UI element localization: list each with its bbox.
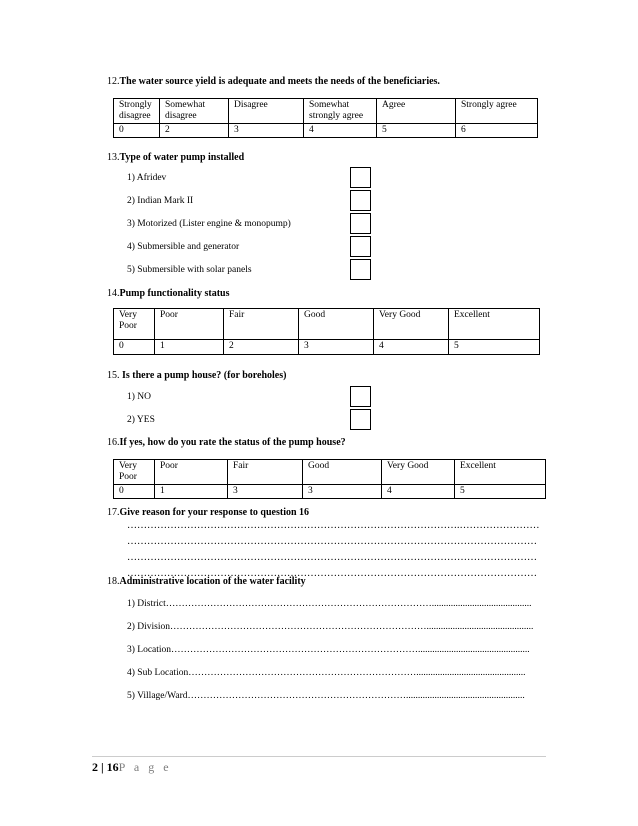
header-cell: Strongly agree (456, 99, 538, 124)
value-cell[interactable]: 2 (224, 340, 299, 355)
question-number: 16. (107, 437, 120, 448)
value-cell[interactable]: 5 (455, 485, 546, 499)
value-cell[interactable]: 1 (155, 485, 228, 499)
option-label: 5) Submersible with solar panels (127, 265, 252, 275)
table-row (114, 485, 546, 499)
location-field-location[interactable]: 3) Location……………………………………………………………………............................................... (127, 645, 530, 655)
value-cell[interactable]: 2 (160, 124, 229, 138)
table-row (114, 99, 538, 124)
question-number: 17. (107, 507, 120, 518)
value-cell[interactable]: 6 (456, 124, 538, 138)
option-label: 2) Indian Mark II (127, 196, 194, 206)
checkbox[interactable] (350, 386, 371, 407)
question-text: Administrative location of the water facility (119, 576, 306, 587)
checkbox[interactable] (350, 236, 371, 257)
table-row (114, 124, 538, 138)
header-cell: Good (303, 460, 382, 485)
value-cell[interactable]: 5 (449, 340, 540, 355)
value-cell[interactable]: 0 (114, 124, 160, 138)
question-17 (107, 507, 309, 518)
header-cell: Fair (224, 309, 299, 340)
location-field-district[interactable]: 1) District………………………………………………………………………….......................................... (127, 599, 532, 609)
value-cell[interactable]: 0 (114, 485, 155, 499)
table-row (114, 340, 540, 355)
page-number: 2 | 16 (92, 760, 119, 774)
option-label: 1) NO (127, 392, 152, 402)
value-cell[interactable]: 3 (228, 485, 303, 499)
location-field-village-ward[interactable]: 5) Village/Ward…………………………………………………………….................................................. (127, 691, 525, 701)
question-number: 14. (107, 288, 120, 299)
question-text: Is there a pump house? (for boreholes) (122, 370, 287, 381)
value-cell[interactable]: 4 (374, 340, 449, 355)
value-cell[interactable]: 1 (155, 340, 224, 355)
answer-line[interactable]: …………………………………………………………………………………………………………… (127, 568, 537, 579)
header-cell: Good (299, 309, 374, 340)
option-label: 4) Submersible and generator (127, 242, 240, 252)
rating-table-q12 (113, 98, 538, 138)
header-cell: Disagree (229, 99, 304, 124)
header-cell: Very Poor (114, 309, 155, 340)
checkbox[interactable] (350, 167, 371, 188)
header-cell: Poor (155, 460, 228, 485)
rating-table-q16 (113, 459, 546, 499)
page-footer (92, 760, 172, 775)
question-text: The water source yield is adequate and meets the needs of the beneficiaries. (119, 76, 440, 87)
header-cell: Excellent (455, 460, 546, 485)
checkbox[interactable] (350, 259, 371, 280)
answer-line[interactable]: …………………………………………………………………………………………………………… (127, 552, 537, 563)
answer-line[interactable]: …………………………………………………………………………………………………………… (127, 536, 537, 547)
value-cell[interactable]: 5 (377, 124, 456, 138)
footer-divider (92, 756, 546, 757)
table-row (114, 309, 540, 340)
header-cell: Poor (155, 309, 224, 340)
location-field-sub-location[interactable]: 4) Sub Location……………………………………………………………….............................................. (127, 668, 526, 678)
header-cell: Very Good (374, 309, 449, 340)
option-label: 3) Motorized (Lister engine & monopump) (127, 219, 291, 229)
value-cell[interactable]: 4 (304, 124, 377, 138)
question-text: Pump functionality status (119, 288, 230, 299)
header-cell: Excellent (449, 309, 540, 340)
question-13 (107, 152, 244, 163)
header-cell: Agree (377, 99, 456, 124)
value-cell[interactable]: 0 (114, 340, 155, 355)
question-number: 13. (107, 152, 120, 163)
question-16 (107, 437, 346, 448)
question-text: Give reason for your response to question 16 (119, 507, 310, 518)
page-label: P a g e (118, 760, 172, 774)
table-row (114, 460, 546, 485)
question-18 (107, 576, 306, 587)
value-cell[interactable]: 4 (382, 485, 455, 499)
header-cell: Somewhat disagree (160, 99, 229, 124)
value-cell[interactable]: 3 (303, 485, 382, 499)
value-cell[interactable]: 3 (299, 340, 374, 355)
header-cell: Very Poor (114, 460, 155, 485)
option-label: 2) YES (127, 415, 155, 425)
header-cell: Strongly disagree (114, 99, 160, 124)
value-cell[interactable]: 3 (229, 124, 304, 138)
question-number: 15. (107, 370, 122, 381)
checkbox[interactable] (350, 213, 371, 234)
question-14 (107, 288, 230, 299)
question-12 (107, 76, 440, 87)
checkbox[interactable] (350, 190, 371, 211)
question-15 (107, 370, 286, 381)
location-field-division[interactable]: 2) Division………………………………………………………………………............................................. (127, 622, 534, 632)
option-label: 1) Afridev (127, 173, 167, 183)
question-number: 18. (107, 576, 120, 587)
question-text: Type of water pump installed (119, 152, 245, 163)
answer-line[interactable]: ……………………………………………………………………………………….…………………… (127, 520, 540, 531)
header-cell: Somewhat strongly agree (304, 99, 377, 124)
header-cell: Fair (228, 460, 303, 485)
checkbox[interactable] (350, 409, 371, 430)
rating-table-q14 (113, 308, 540, 355)
question-number: 12. (107, 76, 120, 87)
question-text: If yes, how do you rate the status of the pump house? (119, 437, 346, 448)
header-cell: Very Good (382, 460, 455, 485)
